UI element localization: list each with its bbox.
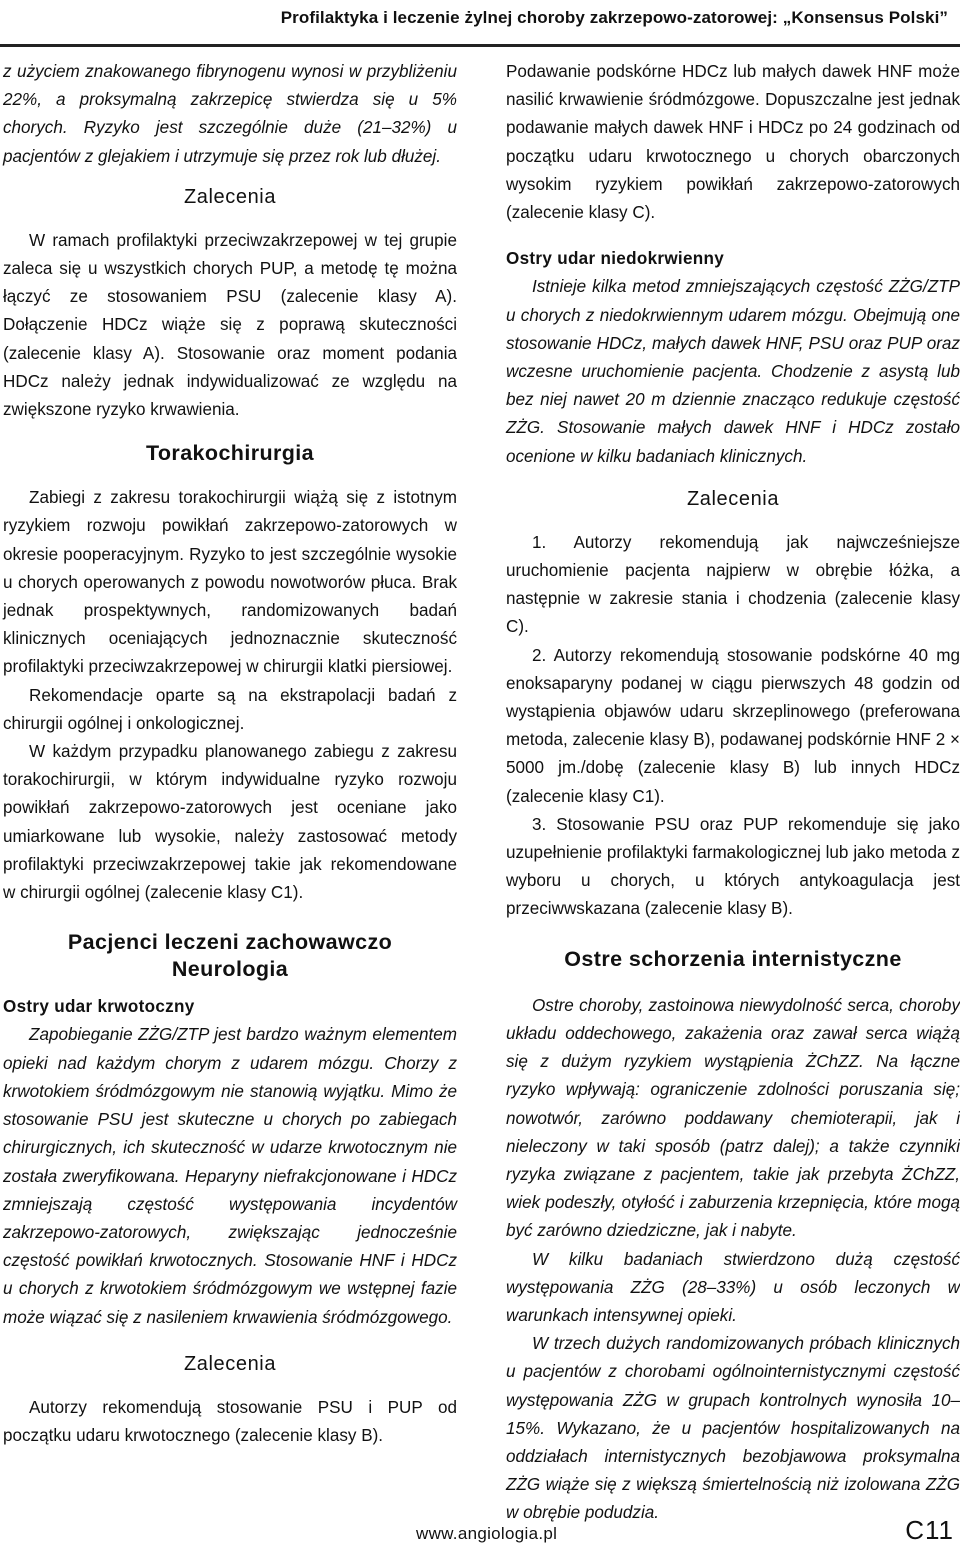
left-column (3, 58, 457, 1450)
section-heading-conservative (3, 929, 457, 983)
section-heading-internal-medicine: Ostre schorzenia internistyczne (564, 946, 902, 971)
recommendations-heading: Zalecenia (183, 1352, 277, 1375)
heading-line-conservative: Pacjenci leczeni zachowawczo (67, 930, 393, 955)
recommendation-paragraph: Autorzy rekomendują stosowanie PSU i PUP od początku udaru krwotocznego (zalecenie klasy B). (3, 1397, 457, 1445)
body-paragraph-italic: W kilku badaniach stwierdzono dużą częstość występowania ZŻG (28–33%) u osób leczonych w warunkach intensywnej opieki. (506, 1249, 960, 1325)
body-paragraph-italic: Ostre choroby, zastoinowa niewydolność serca, choroby układu oddechowego, zakażenia oraz zawał serca wiążą się z dużym ryzykiem wystąpienia ŻChZZ. Na łączne ryzyko wpływają: ograniczenie zdolności poruszania się; nowotwór, zarówno poddawany chemioterapii, jak i nieleczony w taki sposób (patrz dalej); a także czynniki ryzyka związane z pacjentem, takie jak przebyta ŻChZZ, wiek podeszły, otyłość i zaburzenia krzepnięcia, które mogą być zarówno dziedziczne, jak i nabyte. (506, 995, 960, 1241)
subheading-ischemic-stroke: Ostry udar niedokrwienny (506, 249, 725, 269)
recommendation-item: 3. Stosowanie PSU oraz PUP rekomenduje się jako uzupełnienie profilaktyki farmakologicznej lub jako metoda z wyboru u chorych, u których antykoagulacja jest przeciwwskazana (zalecenie klasy B). (506, 814, 960, 919)
recommendations-heading: Zalecenia (183, 185, 277, 208)
running-title: Profilaktyka i leczenie żylnej choroby zakrzepowo-zatorowej: „Konsensus Polski” (280, 8, 948, 27)
recommendation-paragraph: W ramach profilaktyki przeciwzakrzepowej w tej grupie zaleca się u wszystkich chorych PUP, a metodę tę można łączyć ze stosowaniem PSU (zalecenie klasy A). Dołączenie HDCz wiąże się z poprawą skuteczności (zalecenie klasy A). Stosowanie oraz moment podania HDCz należy jednak indywidualizować ze względu na zwiększone ryzyko krwawienia. (3, 230, 457, 420)
section-heading-thoracic-surgery: Torakochirurgia (145, 441, 315, 466)
recommendation-item: 1. Autorzy rekomendują jak najwcześniejsze uruchomienie pacjenta najpierw w obrębie łóżka, a następnie w zakresie stania i chodzenia (zalecenie klasy C). (506, 532, 960, 637)
running-header (0, 0, 960, 47)
recommendations-heading: Zalecenia (686, 487, 780, 510)
right-column (506, 58, 960, 1528)
body-paragraph: W każdym przypadku planowanego zabiegu z zakresu torakochirurgii, w którym indywidualne ryzyko rozwoju powikłań zakrzepowo-zatorowych jest oceniane jako umiarkowane lub wysokie, należy zastosować metody profilaktyki przeciwzakrzepowej takie jak rekomendowane w chirurgii ogólnej (zalecenie klasy C1). (3, 742, 457, 903)
body-paragraph: Zabiegi z zakresu torakochirurgii wiążą się z istotnym ryzykiem rozwoju powikłań zakrzepowo-zatorowych w okresie pooperacyjnym. Ryzyko to jest szczególnie wysokie u chorych operowanych z powodu nowotworów płuca. Brak jednak prospektywnych, randomizowanych badań klinicznych oceniających jednoznacznie skuteczność profilaktyki przeciwzakrzepowej w chirurgii klatki piersiowej. (3, 488, 457, 677)
body-paragraph-italic: W trzech dużych randomizowanych próbach klinicznych u pacjentów z chorobami ogólnointernistycznymi częstość występowania ZŻG w grupach kontrolnych wynosiła 10–15%. Wykazano, że u pacjentów hospitalizowanych na oddziałach internistycznych bezobjawowa proksymalna ZŻG wiąże się z większą śmiertelnością niż izolowana ZŻG w obrębie podudzia. (506, 1334, 960, 1523)
body-paragraph: Rekomendacje oparte są na ekstrapolacji badań z chirurgii ogólnej i onkologicznej. (3, 685, 457, 733)
body-paragraph-italic: Istnieje kilka metod zmniejszających częstość ZŻG/ZTP u chorych z niedokrwiennym udarem mózgu. Obejmują one stosowanie HDCz, małych dawek HNF, PSU oraz PUP oraz wczesne uruchomienie pacjenta. Chodzenie z asystą lub bez niej nawet 20 m dziennie znacząco redukuje częstość ZŻG. Stosowanie małych dawek HNF i HDCz zostało ocenione w kilku badaniach klinicznych. (506, 277, 960, 466)
recommendation-item: 2. Autorzy rekomendują stosowanie podskórne 40 mg enoksaparyny podanej w ciągu pierwszych 48 godzin od wystąpienia objawów udaru skrzeplinowego (preferowana metoda, zalecenie klasy B), podawanej podskórnie HNF 2 × 5000 jm./dobę (zalecenie klasy B) lub innych HDCz (zalecenie klasy C1). (506, 645, 960, 806)
subheading-hemorrhagic-stroke: Ostry udar krwotoczny (3, 997, 195, 1017)
intro-paragraph: z użyciem znakowanego fibrynogenu wynosi w przybliżeniu 22%, a proksymalną zakrzepicę stwierdza się u 5% chorych. Ryzyko jest szczególnie duże (21–32%) u pacjentów z glejakiem i utrzymuje się przez rok lub dłużej. (3, 62, 457, 166)
footer-url: www.angiologia.pl (416, 1524, 558, 1543)
body-paragraph: Podawanie podskórne HDCz lub małych dawek HNF może nasilić krwawienie śródmózgowe. Dopuszczalne jest jednak podawanie małych dawek HNF i HDCz po 24 godzinach od początku udaru krwotocznego u chorych obarczonych wysokim ryzykiem powikłań zakrzepowo-zatorowych (zalecenie klasy C). (506, 62, 960, 223)
body-paragraph-italic: Zapobieganie ZŻG/ZTP jest bardzo ważnym elementem opieki nad każdym chorym z udarem mózgu. Chorzy z krwotokiem śródmózgowym nie stanowią wyjątku. Mimo że stosowanie PSU jest skuteczne u chorych po zabiegach chirurgicznych, ich skuteczność w udarze krwotocznym nie została zweryfikowana. Heparyny niefrakcjonowane i HDCz zmniejszają częstość występowania incydentów zakrzepowo-zatorowych, zwiększając jednocześnie częstość powikłań krwotocznych. Stosowanie HNF i HDCz u chorych z krwotokiem śródmózgowym we wstępnej fazie może wiązać się z nasileniem krwawienia śródmózgowego. (3, 1025, 457, 1327)
page-number: C11 (905, 1515, 954, 1545)
heading-line-neurology: Neurologia (171, 957, 289, 982)
